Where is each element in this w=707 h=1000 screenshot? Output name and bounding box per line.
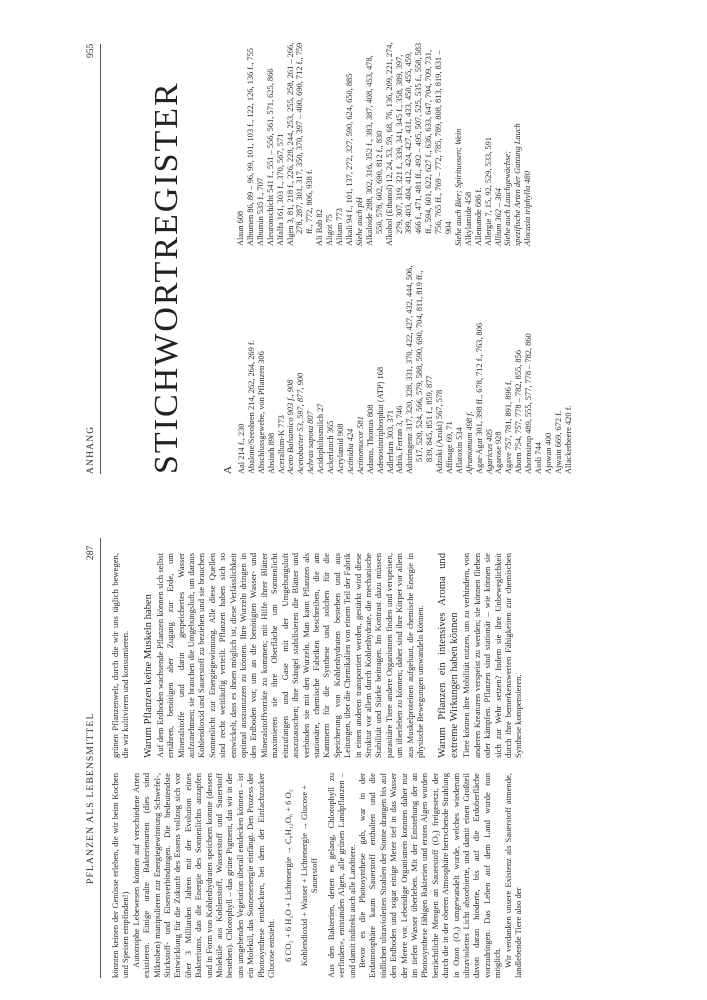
index-entry: Adlerfarn 303, 371 bbox=[385, 410, 395, 474]
index-entry: Siehe auch pH bbox=[354, 197, 364, 246]
index-entry: Ackerlauch 365 bbox=[326, 420, 336, 474]
page-number-left: 287 bbox=[86, 545, 96, 560]
index-entry: Alitam 773 bbox=[335, 208, 345, 246]
index-column-1 bbox=[222, 264, 574, 474]
index-entry: Aligot 75 bbox=[325, 214, 335, 246]
index-entry: Albumen 86, 89 – 96, 99, 101, 103 f., 122, 126, 136 f., 755 bbox=[245, 48, 255, 246]
index-entry: Allergie 7, 15, 92, 529, 533, 591 bbox=[483, 137, 493, 246]
index-entry: Adenosintriphosphat (ATP) 168 bbox=[375, 366, 385, 474]
index-entry: Aceto Balsamico 903 f., 908 bbox=[286, 379, 296, 474]
formula: 6 CO₂ + 6 H₂O + Lichtenergie → C₆H₁₂O₆ + 6 O₂ bbox=[282, 789, 293, 962]
index-entry: Abalone/Seeohren 214, 262, 264, 269 f. bbox=[246, 340, 256, 474]
index-title: STICHWORTREGISTER bbox=[148, 81, 185, 474]
running-head-left: PFLANZEN ALS LEBENSMITTEL bbox=[86, 712, 96, 884]
paragraph: Tiere können ihre Mobilität nutzen, um zu verhindern, von anderen Kreaturen verspeist zu werden; sie können fliehen oder kämpfen. Pflanzen sind stationär – wie können sie sich zur Wehr setzen? Indem sie ihre Unbeweglichkeit durch ihre bemerkenswerten Fähigkeiten zur chemischen Synthese kompensieren. bbox=[461, 553, 524, 758]
index-entry: Aioli 744 bbox=[534, 442, 544, 474]
index-entry: Acrylamid 908 bbox=[335, 423, 345, 474]
formula-words: Kohlendioxid + Wasser + Lichtenergie → Glucose + Sauerstoff bbox=[298, 784, 320, 967]
index-entry: Ajwain 669, 672 f. bbox=[553, 410, 563, 474]
index-entry: Ahorn 754, 757, 778 – 782, 855, 856 bbox=[514, 350, 524, 474]
index-entry: Alaun 608 bbox=[236, 210, 245, 246]
index-entry: Agarose 928 bbox=[494, 431, 504, 474]
index-entry: Aflatoxin 534 bbox=[454, 427, 464, 474]
paragraph: könnten keinen der Genüsse erleben, die wir beim Kochen und Speisen empfinden!) bbox=[110, 773, 131, 978]
index-entry: Allium 362 – 364 bbox=[493, 188, 503, 246]
index-entry: Agar-Agar 301, 398 ff., 678, 712 f., 763, 806 bbox=[474, 322, 484, 474]
index-entry: Adrià, Ferran 3, 746 bbox=[395, 405, 405, 474]
index-entry: Agaricus 405 bbox=[484, 429, 494, 474]
section-heading: Warum Pflanzen ein intensives Aroma und extreme Wirkungen haben können bbox=[437, 553, 461, 758]
index-entry: Alkohol (Ethanol) 12, 24, 53, 59, 68, 76, 136, 209, 221, 274, 279, 307, 319, 321 f., 339, 341, 345 f., 358, 389, 397, 399, 403, 404, 412, 424, 427, 431, 433, 450, 455, 459, 466 f., 471, 481 ff., 492 – 495, 507, 525, 535 f., 558, 583 ff., 594, 601, 622, 627 f., 636, 633, 647, 704, 709, 731, 756, 765 ff., 769 – 772, 785, 789, 808, 813, 819, 831 – 904 bbox=[384, 42, 454, 246]
index-entry: Allemande 686 f. bbox=[473, 187, 483, 246]
index-entry: Ahornsirup 489, 555, 577, 778 – 782, 860 bbox=[524, 333, 534, 474]
index-entry: Aframomum 498 f. bbox=[464, 411, 474, 474]
paragraph: grünen Pflanzenwelt, durch die wir uns täglich bewegen, die wir kultivieren und konsumieren. bbox=[110, 553, 131, 758]
index-entry: Affinage 69, 71 bbox=[444, 421, 454, 474]
paragraph: Bevor es die Photosynthese gab, war in der Erdatmosphäre kaum Sauerstoff enthalten und die tödlichen ultravioletten Strahlen der Sonne drangen bis auf den Erdboden und sogar einige Meter tief in das Wasser der Meere vor. Lebendige Organismen konnten daher nur im tiefen Wasser überleben. Mit der Entstehung der an Photosynthese fähigen Bakterien und ersten Algen wurden beträchtliche Mengen an Sauerstoff (O₂) freigesetzt, der durch die in der oberen Atmosphäre herrschende Strahlung in Ozon (O₃) umgewandelt wurde, welches wiederum ultraviolettes Licht absorbierte, und damit einen Großteil davon daran hinderte, bis auf die Erdoberfläche vorzudringen. Das Leben auf dem Land wurde nun möglich. bbox=[356, 773, 503, 978]
index-entry: Aleuronschicht 541 f., 551 – 556, 561, 571, 625, 866 bbox=[265, 68, 275, 246]
index-entry: Abschlussgewebe, von Pflanzen 306 bbox=[256, 351, 266, 474]
index-entry: Aal 214 f., 230 bbox=[236, 423, 246, 474]
index-entry: Siehe auch Bier; Spirituosen; Wein bbox=[453, 128, 463, 246]
index-entry: Acidophilusmilch 27 bbox=[316, 403, 326, 474]
left-page bbox=[0, 500, 707, 1000]
index-entry: Alkylamide 458 bbox=[463, 191, 473, 246]
index-entry: Alkaloide 288, 302, 316, 352 f., 383, 387, 408, 453, 478, 550, 578, 602, 690, 812 f., 830 bbox=[364, 55, 384, 246]
index-entry: Ajowan 400 bbox=[544, 432, 553, 474]
index-entry: Alocasia triphylla 480 bbox=[523, 171, 533, 246]
paragraph: Auf dem Erdboden wachsende Pflanzen können sich selbst ernähren, benötigen aber Zugang zur Erde, um Mineralstoffe und darin gespeichertes Wasser aufzunehmen; sie brauchen die Umgebungsluft, um daraus Kohlendioxid und Sauerstoff zu beziehen und sie brauchen Sonnenlicht zur Energiegewinnung. Alle diese Quellen sind recht weitläufig verteilt. Pflanzen haben sich so entwickelt, dass es ihnen möglich ist, diese Verlässlichkeit optimal auszunutzen zu können. Ihre Wurzeln dringen in den Erdboden vor, um an die benötigten Wasser- und Mineralstoffvorräte zu kommen; mit Hilfe ihrer Blätter maximieren sie ihre Oberfläche um Sonnenlicht einzufangen und Gase mit der Umgebungsluft auszutauschen; ihre Stängel stabilisieren die Blätter und verbinden sie mit den Wurzeln. Man kann Pflanzen als stationäre, chemische Fabriken beschreiben, die am Kammern für die Synthese und solchen für die Speicherung von Kohlenhydraten bestehen und aus Leitungen, über die Chemikalien von einem Teil der Fabrik in einen anderen transportiert werden, gestärkt wird diese Struktur vor allem durch Kohlenhydrate, die mechanische Stabilität und Stärke beitragen. Im Kontrast dazu müssen parasitäre Tiere andere Organismen finden und verspeisen, um überleben zu können; daher sind ihre Körper vor allem aus Muskelproteinen aufgebaut, die chemische Energie in physische Bewegungen umwandeln können. bbox=[154, 553, 425, 758]
page-number-right: 955 bbox=[86, 43, 96, 58]
index-entry: Allackerbeere 420 f. bbox=[563, 405, 573, 474]
header-rule bbox=[100, 44, 101, 474]
index-entry: Alfalfa 161, 303 f., 370, 567, 571 bbox=[275, 133, 285, 246]
index-entry: Actinomucor 581 bbox=[355, 416, 365, 474]
index-entry: Acetobacter 53, 597, 877, 900 bbox=[296, 372, 306, 474]
index-entry: Adams, Thomas 808 bbox=[365, 404, 375, 474]
paragraph: Aus den Bakterien, denen es gelang, Chlorophyll zu »erfinden«, entstanden Algen, alle grünen Landpflanzen – und damit indirekt auch alle Landtiere. bbox=[325, 773, 357, 978]
index-letter: A bbox=[222, 466, 234, 474]
index-entry: Actinidia 424 bbox=[345, 428, 355, 474]
index-entry: Agave 757, 781, 891, 896 f. bbox=[504, 380, 514, 474]
index-column-2 bbox=[236, 40, 533, 246]
index-entry: Achras sapota 807 bbox=[306, 411, 316, 474]
paragraph: Wir verdanken unsere Existenz als Sauerstoff atmende, landlebende Tiere also der bbox=[502, 773, 524, 978]
paragraph: Autotrophe Lebewesen können auf verschiedene Arten existieren. Einige uralte Bakterienarten (dies sind Mikroben) manipulieren zur Energiegewinnung Schwefel-, Stickstoff- und Eisenverbindungen. Die bedeutendste Entwicklung für die Zukunft des Essens vollzog sich vor über 3 Milliarden Jahren mit der Evolution eines Bakteriums, das die Energie des Sonnenlichts anzapfen und in Form von Kohlenhydraten speichern konnte (dessen Moleküle aus Kohlenstoff, Wasserstoff und Sauerstoff bestehen). Chlorophyll – das grüne Pigment, das wir in der uns umgebenden Vegetation überall entdecken können – ist ein Molekül, das Sonnenenergie einfängt. Den Prozess der Photosynthese entdeckten, bei dem der Einfachzucker Glucose entsteht. bbox=[130, 773, 277, 978]
index-entry: Algen 3, 81, 218 f., 226, 228, 244, 253, 255, 258, 261 – 266, 278, 287, 301, 317, 350, 370, 397 – 400, 690, 712 f., 759 ff., 772, 806, 938 f. bbox=[285, 42, 315, 246]
text-column-1 bbox=[110, 773, 523, 978]
index-entry: Acerallum-K 773 bbox=[276, 415, 286, 474]
index-entry: Absinth 898 bbox=[266, 432, 276, 474]
index-entry: Adstringenz 317, 320, 328, 331, 370, 422, 427, 432, 444, 506, 517, 520, 524, 566, 579, 588, 590, 690, 704, 811, 819 ff., 839, 845, 851 f., 859, 877 bbox=[405, 265, 435, 474]
index-entry: spezifische Arten der Gattung Lauch bbox=[513, 123, 523, 246]
section-heading: Warum Pflanzen keine Muskeln haben bbox=[142, 594, 154, 758]
text-column-2 bbox=[110, 553, 524, 758]
index-entry: Alkali 94 f., 101, 137, 272, 327, 590, 624, 650, 885 bbox=[344, 73, 354, 246]
header-rule bbox=[100, 538, 101, 978]
index-entry: Siehe auch Lauchgewächse; bbox=[503, 151, 513, 246]
index-entry: Ali Bab 82 bbox=[315, 209, 325, 246]
running-head-right: ANHANG bbox=[86, 425, 96, 474]
index-entry: Albumin 535 f., 707 bbox=[255, 177, 265, 246]
index-entry: Adzuki (Azuki) 567, 578 bbox=[435, 389, 445, 474]
